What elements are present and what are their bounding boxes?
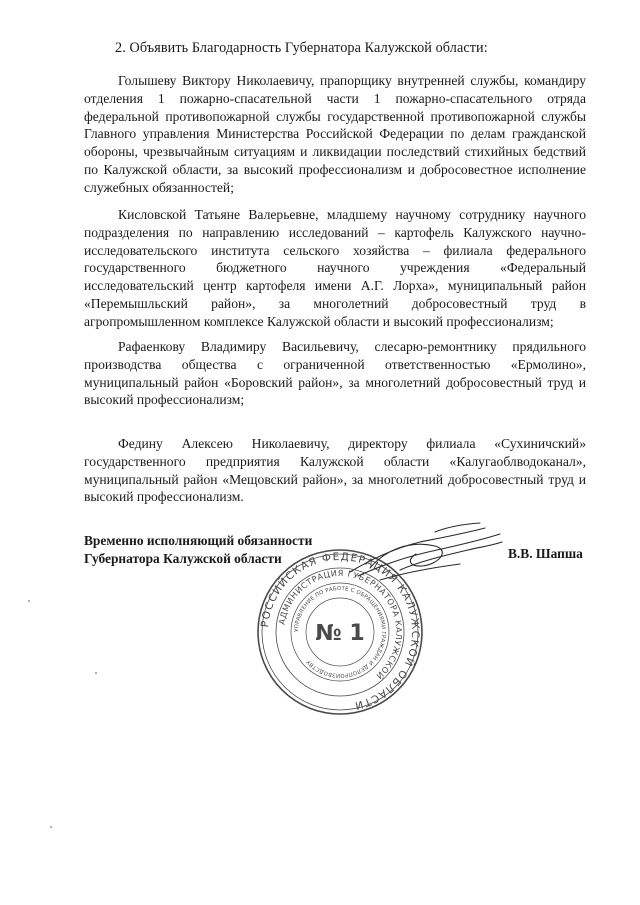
scan-speck: [28, 600, 30, 602]
seal-inner-text: УПРАВЛЕНИЕ ПО РАБОТЕ С ОБРАЩЕНИЯМИ ГРАЖДАН И ДЕЛОПРОИЗВОДСТВУ: [293, 585, 387, 679]
scan-speck: [50, 826, 52, 828]
seal-center-number: № 1: [315, 621, 365, 646]
award-paragraph-fedin: Федину Алексею Николаевичу, директору филиала «Сухиничский» государственного предприятия Калужской области «Калугаоблводоканал», муниципальный район «Мещовский район», за многолетний добросовестный труд и высокий профессионализм.: [84, 436, 586, 505]
handwritten-signature: [340, 520, 510, 590]
seal-middle-text: АДМИНИСТРАЦИЯ ГУБЕРНАТОРА КАЛУЖСКОЙ: [276, 567, 405, 682]
signatory-title-line1: Временно исполняющий обязанности: [84, 533, 313, 548]
scan-speck: [95, 672, 97, 674]
award-paragraph-kislovskaya: Кисловской Татьяне Валерьевне, младшему научному сотруднику научного подразделения по направлению исследований – картофель Калужского научно-исследовательского института сельского хозяйства – филиала федерального государственного бюджетного научного учреждения «Федеральный исследовательский центр картофеля имени А.Г. Лорха», муниципальный район «Перемышльский район», за многолетний добросовестный труд в агропромышленном комплексе Калужской области и высокий профессионализм;: [84, 207, 586, 329]
award-paragraph-golyshev: Голышеву Виктору Николаевичу, прапорщику внутренней службы, командиру отделения 1 пожарно-спасательной части 1 пожарно-спасательного отряда федеральной противопожарной службы государственной противопожарной службы Главного управления Министерства Российской Федерации по делам гражданской обороны, чрезвычайным ситуациям и ликвидации последствий стихийных бедствий по Калужской области, за высокий профессионализм и добросовестное исполнение служебных обязанностей;: [84, 73, 586, 195]
signatory-name: В.В. Шапша: [508, 546, 583, 561]
section-heading: 2. Объявить Благодарность Губернатора Калужской области:: [115, 40, 488, 56]
signatory-title-line2: Губернатора Калужской области: [84, 551, 282, 566]
seal-outer-text: РОССИЙСКАЯ ФЕДЕРАЦИЯ КАЛУЖСКОЙ ОБЛАСТИ: [259, 550, 422, 712]
award-paragraph-rafaenkov: Рафаенкову Владимиру Васильевичу, слесарю-ремонтнику прядильного производства общества с ограниченной ответственностью «Ермолино», муниципальный район «Боровский район», за многолетний добросовестный труд и высокий профессионализм;: [84, 339, 586, 408]
